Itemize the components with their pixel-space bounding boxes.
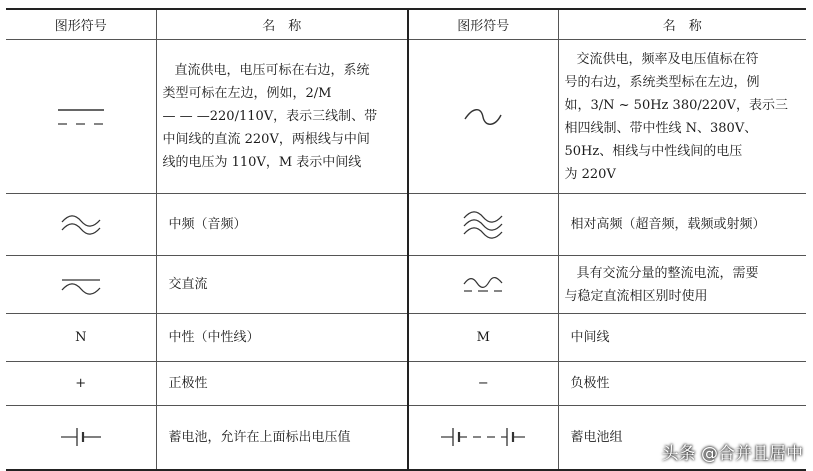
header-symbol-right: 图形符号: [408, 9, 558, 40]
table-row: [6, 194, 806, 256]
battery-label: 蓄电池，允许在上面标出电压值: [156, 406, 408, 470]
battery-icon: [6, 406, 156, 470]
table-row: [6, 314, 806, 362]
ac-sine-icon: [408, 40, 558, 194]
high-frequency-icon: [408, 194, 558, 256]
middle-line-symbol: M: [408, 314, 558, 362]
header-name-left: 名 称: [156, 9, 408, 40]
table-row: [6, 256, 806, 314]
table-row: [6, 40, 806, 194]
electrical-symbol-table: [6, 8, 806, 471]
watermark: 头条 @合并且居中: [661, 444, 803, 464]
rectified-current-icon: [408, 256, 558, 314]
medium-frequency-icon: [6, 194, 156, 256]
header-symbol-left: 图形符号: [6, 9, 156, 40]
dc-lines-icon: [6, 40, 156, 194]
neutral-label: 中性（中性线）: [156, 314, 408, 362]
table-header-row: [6, 9, 806, 40]
high-frequency-label: 相对高频（超音频，载频或射频）: [558, 194, 806, 256]
ac-description: 交流供电，频率及电压值标在符 号的右边，系统类型标在左边，例 如，3/N ~ 50Hz 380/220V，表示三 相四线制、带中性线 N、380V、 50Hz、相线与中性线间的电压 为 220V: [558, 40, 806, 194]
negative-symbol: −: [408, 362, 558, 406]
battery-group-label: 蓄电池组: [558, 406, 806, 470]
positive-label: 正极性: [156, 362, 408, 406]
positive-symbol: +: [6, 362, 156, 406]
table-row: [6, 362, 806, 406]
middle-line-label: 中间线: [558, 314, 806, 362]
neutral-symbol: N: [6, 314, 156, 362]
header-name-right: 名 称: [558, 9, 806, 40]
ac-dc-icon: [6, 256, 156, 314]
medium-frequency-label: 中频（音频）: [156, 194, 408, 256]
ac-dc-label: 交直流: [156, 256, 408, 314]
negative-label: 负极性: [558, 362, 806, 406]
rectified-current-description: 具有交流分量的整流电流，需要 与稳定直流相区别时使用: [558, 256, 806, 314]
battery-group-icon: [408, 406, 558, 470]
dc-description: 直流供电，电压可标在右边，系统 类型可标在左边，例如，2/M — — —220/110V，表示三线制、带 中间线的直流 220V，两根线与中间 线的电压为 110V，M 表示中间线: [156, 40, 408, 194]
